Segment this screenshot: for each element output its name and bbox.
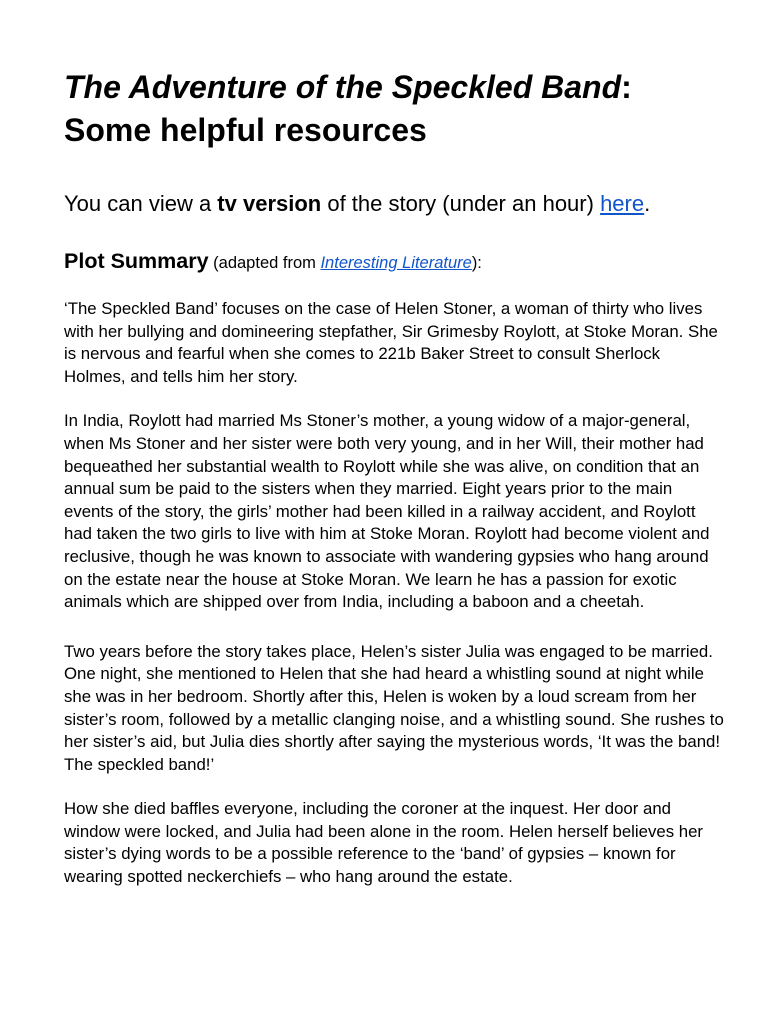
paragraph-1: ‘The Speckled Band’ focuses on the case of Helen Stoner, a woman of thirty who lives with her bullying and domineering stepfather, Sir Grimesby Roylott, at Stoke Moran. She is nervous and fearful when she comes to 221b Baker Street to consult Sherlock Holmes, and tells him her story.: [64, 299, 718, 386]
paragraph-4: How she died baffles everyone, including the coroner at the inquest. Her door and window were locked, and Julia had been alone in the room. Helen herself believes her sister’s dying words to be a possible reference to the ‘band’ of gypsies – known for wearing spotted neckerchiefs – who hang around the estate.: [64, 799, 704, 887]
document-title: [64, 66, 724, 152]
tv-version-bold: tv version: [217, 191, 322, 216]
plot-summary-heading: [64, 246, 724, 279]
paragraph-2: In India, Roylott had married Ms Stoner’s mother, a young widow of a major-general, when Ms Stoner and her sister were both very young, and in her Will, their mother had bequeathed her substantial wealth to Roylott while she was alive, on condition that an annual sum be paid to the sisters when they married. Eight years prior to the main events of the story, the girls’ mother had been killed in a railway accident, and Roylott had taken the two girls to live with him at Stoke Moran. Roylott had become violent and reclusive, though he was known to associate with wandering gypsies who hang around on the estate near the house at Stoke Moran. We learn he has a passion for exotic animals which are shipped over from India, including a baboon and a cheetah.: [64, 411, 710, 612]
title-colon: :: [621, 69, 632, 105]
plot-summary-label: Plot Summary: [64, 249, 209, 273]
document-page: [64, 66, 724, 889]
story-title: The Adventure of the Speckled Band: [64, 69, 622, 105]
adapted-suffix: ):: [471, 254, 482, 272]
tv-line-middle: of the story (under an hour): [321, 191, 601, 216]
tv-line-prefix: You can view a: [64, 191, 218, 216]
tv-line-suffix: .: [644, 191, 651, 216]
adapted-prefix: (adapted from: [208, 254, 321, 272]
paragraph-3: Two years before the story takes place, Helen’s sister Julia was engaged to be married. One night, she mentioned to Helen that she had heard a whistling sound at night while she was in her bedroom. Shortly after this, Helen is woken by a loud scream from her sister’s room, followed by a metallic clanging noise, and a whistling sound. She rushes to her sister’s aid, but Julia dies shortly after saying the mysterious words, ‘It was the band! The speckled band!’: [64, 641, 724, 774]
title-subtitle: Some helpful resources: [64, 112, 427, 148]
interesting-literature-link[interactable]: Interesting Literature: [320, 254, 472, 272]
tv-version-line: [64, 189, 724, 219]
here-link[interactable]: here: [600, 191, 645, 216]
